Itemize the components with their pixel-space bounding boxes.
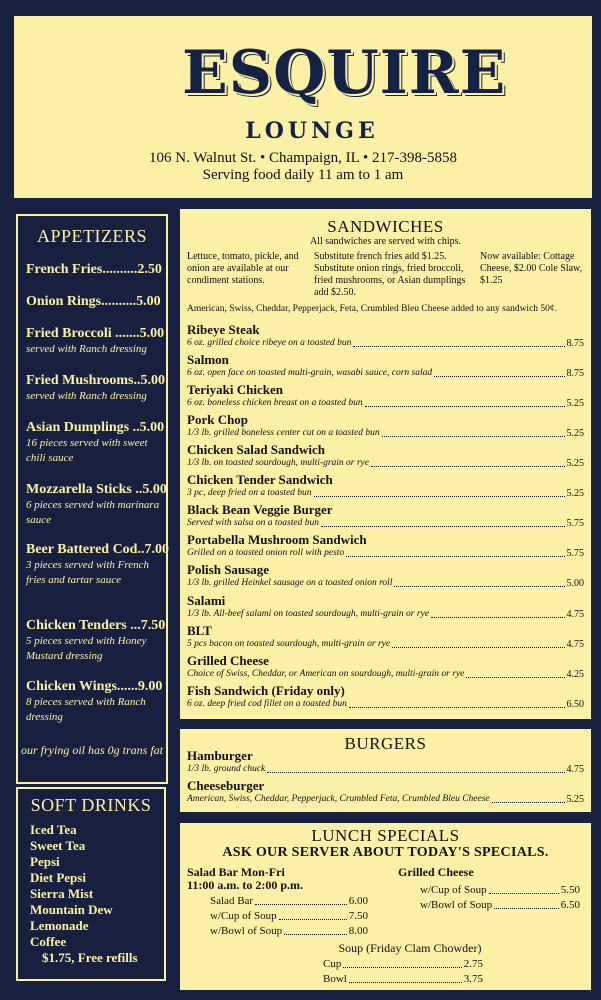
lunch-specials-subtitle: ASK OUR SERVER ABOUT TODAY'S SPECIALS. <box>222 845 549 860</box>
leader-dots <box>321 517 565 527</box>
grilled-cheese-item <box>420 883 580 898</box>
lunch-specials-title: LUNCH SPECIALS <box>311 826 460 845</box>
appetizer-price: 5.00 <box>136 294 161 309</box>
sandwich-description: 6 oz. open face on toasted multi-grain, wasabi sauce, corn salad <box>187 368 433 378</box>
condiments-info: Lettuce, tomato, pickle, and onion are available at our condiment stations. <box>187 251 299 286</box>
burger-item <box>187 778 584 806</box>
sandwich-price: 5.00 <box>566 578 584 589</box>
lunch-item-price: 7.50 <box>348 910 368 922</box>
lunch-item-name: Salad Bar <box>210 895 254 907</box>
sandwich-name: Black Bean Veggie Burger <box>187 502 333 517</box>
sandwich-price: 4.75 <box>566 639 584 650</box>
lunch-item-name: Cup <box>323 958 342 970</box>
sandwich-name: Chicken Salad Sandwich <box>187 442 325 457</box>
sandwich-price: 5.75 <box>566 548 584 559</box>
drink-item: Diet Pepsi <box>30 870 86 885</box>
soft-drinks-section <box>16 787 166 981</box>
leader-dots <box>279 909 347 920</box>
lunch-item-price: 5.50 <box>560 884 580 896</box>
cheese-addon-note: American, Swiss, Cheddar, Pepperjack, Feta, Crumbled Bleu Cheese added to any sandwich 50¢. <box>187 304 558 314</box>
appetizer-item: Beer Battered Cod..7.00 3 pieces served with French fries and tartar sauce <box>26 542 169 586</box>
drinks-price-note: $1.75, Free refills <box>42 950 138 965</box>
sandwich-item <box>187 322 584 350</box>
lunch-item-price: 2.75 <box>463 958 483 970</box>
sandwich-name: Ribeye Steak <box>187 322 260 337</box>
lunch-item-price: 6.50 <box>560 899 580 911</box>
leader-dots <box>365 397 565 407</box>
sandwich-name: Fish Sandwich (Friday only) <box>187 683 345 698</box>
sandwich-name: Salmon <box>187 352 229 367</box>
appetizer-description: 3 pieces served with French fries and tartar sauce <box>26 559 149 586</box>
sides-info: Now available: Cottage Cheese, $2.00 Cole Slaw, $1.25 <box>480 251 583 286</box>
appetizer-price: 5.00 <box>139 326 165 341</box>
appetizer-name: Fried Broccoli <box>26 326 112 341</box>
sandwich-description: 6 oz. grilled choice ribeye on a toasted bun <box>187 338 352 348</box>
drink-item: Coffee <box>30 934 67 949</box>
sandwich-item <box>187 472 584 500</box>
lunch-item-name: Bowl <box>323 973 347 985</box>
leader-dots <box>349 972 462 983</box>
appetizer-description: served with Ranch dressing <box>26 343 147 355</box>
appetizer-name: Fried Mushrooms <box>26 373 134 388</box>
substitutions-info: Substitute french fries add $1.25. Substitute onion rings, fried broccoli, fried mushrooms, or Asian dumplings add $2.50. <box>314 251 466 298</box>
appetizer-price: 5.00 <box>139 420 165 435</box>
appetizers-title: APPETIZERS <box>36 226 147 246</box>
appetizer-item: Asian Dumplings ..5.00 16 pieces served with sweet chili sauce <box>26 420 165 464</box>
appetizer-item: Fried Mushrooms..5.00 served with Ranch dressing <box>26 373 165 402</box>
leader-dots <box>431 608 565 618</box>
sandwich-name: Polish Sausage <box>187 562 269 577</box>
appetizer-description: 16 pieces served with sweet chili sauce <box>26 437 148 464</box>
soup-label <box>300 941 520 956</box>
sandwich-description: 1/3 lb. All-beef salami on toasted sourdough, multi-grain or rye <box>187 609 429 619</box>
sandwich-item <box>187 623 584 651</box>
leader-dots <box>346 547 564 557</box>
leader-dots <box>349 698 565 708</box>
logo-wordmark: ESQUIRE <box>182 38 507 108</box>
sandwich-name: BLT <box>187 623 212 638</box>
sandwich-description: 1/3 lb. grilled Heinkel sausage on a toasted onion roll <box>187 578 393 588</box>
burger-description: 1/3 lb. ground chuck <box>187 764 266 774</box>
sandwich-price: 5.25 <box>566 398 584 409</box>
appetizer-item: Onion Rings..........5.00 <box>26 294 161 309</box>
appetizer-price: 7.00 <box>144 542 169 557</box>
leader-dots <box>343 957 461 968</box>
leader-dots <box>466 668 564 678</box>
lunch-item-price: 6.00 <box>348 895 368 907</box>
appetizer-price: 5.00 <box>140 373 165 388</box>
salad-bar-label: Salad Bar Mon-Fri <box>187 865 285 879</box>
burgers-section <box>180 729 591 812</box>
burgers-title: BURGERS <box>344 734 427 753</box>
sandwich-description: 5 pcs bacon on toasted sourdough, multi-grain or rye <box>187 639 391 649</box>
sandwich-price: 4.75 <box>566 609 584 620</box>
soup-item <box>323 972 483 987</box>
appetizer-description: 8 pieces served with Ranch dressing <box>26 696 146 723</box>
sandwich-description: 3 pc, deep fried on a toasted bun <box>187 488 312 498</box>
leader-dots <box>255 894 347 905</box>
hours-line: Serving food daily 11 am to 1 am <box>202 167 404 183</box>
sandwich-description: Served with salsa on a toasted bun <box>187 518 319 528</box>
drink-item: Mountain Dew <box>30 902 113 917</box>
leader-dots <box>492 793 565 803</box>
sandwich-description: 1/3 lb. on toasted sourdough, multi-grain or rye <box>187 458 369 468</box>
esquire-logo <box>182 38 507 156</box>
drink-item: Sweet Tea <box>30 838 86 853</box>
lunch-item-name: w/Bowl of Soup <box>210 925 283 937</box>
frying-oil-note: our frying oil has 0g trans fat <box>20 743 163 757</box>
leader-dots <box>392 638 564 648</box>
salad-bar-item <box>210 924 368 939</box>
salad-bar-item <box>210 909 368 924</box>
lunch-item-name: w/Cup of Soup <box>420 884 487 896</box>
sandwich-item <box>187 412 584 440</box>
soup-label-text: Soup (Friday Clam Chowder) <box>338 941 482 955</box>
burger-name: Hamburger <box>187 748 253 763</box>
sandwich-name: Chicken Tender Sandwich <box>187 472 333 487</box>
drink-item: Pepsi <box>30 854 60 869</box>
grilled-cheese-label: Grilled Cheese <box>398 865 474 879</box>
sandwich-item <box>187 683 584 711</box>
leader-dots <box>489 883 559 894</box>
appetizer-name: Asian Dumplings <box>26 420 130 435</box>
drink-item: Iced Tea <box>30 822 77 837</box>
appetizers-section <box>16 214 168 784</box>
sandwich-name: Grilled Cheese <box>187 653 269 668</box>
sandwich-name: Teriyaki Chicken <box>187 382 283 397</box>
sandwich-price: 6.50 <box>566 699 584 710</box>
appetizer-item: Mozzarella Sticks ..5.00 6 pieces served with marinara sauce <box>26 482 167 526</box>
address-line: 106 N. Walnut St. • Champaign, IL • 217-398-5858 <box>148 150 458 166</box>
sandwiches-section <box>180 209 591 719</box>
appetizer-name: Chicken Wings <box>26 679 117 694</box>
leader-dots <box>353 337 564 347</box>
salad-bar-item <box>210 894 368 909</box>
sandwich-price: 5.25 <box>566 488 584 499</box>
sandwich-name: Portabella Mushroom Sandwich <box>187 532 367 547</box>
soft-drinks-title: SOFT DRINKS <box>30 795 152 815</box>
appetizer-price: 7.50 <box>140 618 166 633</box>
leader-dots <box>494 898 559 909</box>
leader-dots <box>382 427 565 437</box>
appetizer-price: 9.00 <box>137 679 163 694</box>
sandwich-price: 5.75 <box>566 518 584 529</box>
sandwich-item <box>187 442 584 470</box>
lunch-item-price: 8.00 <box>348 925 368 937</box>
burger-price: 4.75 <box>566 764 584 775</box>
appetizer-item: French Fries..........2.50 <box>26 262 162 277</box>
appetizer-name: Beer Battered Cod <box>26 542 138 557</box>
lunch-item-price: 3.75 <box>463 973 483 985</box>
appetizer-item: Chicken Wings......9.00 8 pieces served with Ranch dressing <box>26 679 163 723</box>
appetizer-price: 5.00 <box>142 482 167 497</box>
sandwich-item <box>187 532 584 560</box>
burger-description: American, Swiss, Cheddar, Pepperjack, Crumbled Feta, Crumbled Bleu Cheese <box>187 794 490 804</box>
appetizer-name: Chicken Tenders <box>26 618 127 633</box>
sandwich-item <box>187 593 584 621</box>
sandwich-price: 5.25 <box>566 458 584 469</box>
appetizer-name: French Fries <box>26 262 103 277</box>
sandwich-description: 6 oz. deep fried cod fillet on a toasted bun <box>187 699 347 709</box>
lunch-item-name: w/Cup of Soup <box>210 910 277 922</box>
sandwich-description: 1/3 lb. grilled boneless center cut on a toasted bun <box>187 428 380 438</box>
sandwich-price: 8.75 <box>566 338 584 349</box>
leader-dots <box>284 924 347 935</box>
appetizer-description: 5 pieces served with Honey Mustard dressing <box>26 635 147 662</box>
burger-item <box>187 748 584 776</box>
sandwich-name: Pork Chop <box>187 412 249 427</box>
appetizer-description: 6 pieces served with marinara sauce <box>26 499 160 526</box>
salad-bar-hours: 11:00 a.m. to 2:00 p.m. <box>187 878 303 892</box>
drink-item: Sierra Mist <box>30 886 94 901</box>
sandwich-description: Grilled on a toasted onion roll with pesto <box>187 548 345 558</box>
sandwich-price: 5.25 <box>566 428 584 439</box>
leader-dots <box>371 457 565 467</box>
leader-dots <box>394 577 564 587</box>
appetizer-name: Mozzarella Sticks <box>26 482 132 497</box>
burger-name: Cheeseburger <box>187 778 265 793</box>
soup-item <box>323 957 483 972</box>
burger-price: 5.25 <box>566 794 584 805</box>
sandwich-item <box>187 653 584 681</box>
leader-dots <box>267 763 564 773</box>
appetizer-name: Onion Rings <box>26 294 102 309</box>
sandwich-name: Salami <box>187 593 226 608</box>
leader-dots <box>314 487 565 497</box>
appetizer-item: Chicken Tenders ...7.50 5 pieces served with Honey Mustard dressing <box>26 618 166 662</box>
sandwich-item <box>187 382 584 410</box>
logo-subtitle: LOUNGE <box>245 118 379 144</box>
appetizer-item: Fried Broccoli .......5.00 served with Ranch dressing <box>26 326 165 355</box>
appetizer-price: 2.50 <box>137 262 162 277</box>
sandwiches-note: All sandwiches are served with chips. <box>309 236 462 247</box>
sandwich-item <box>187 502 584 530</box>
sandwich-item <box>187 562 584 590</box>
lunch-specials-section <box>180 823 591 990</box>
sandwich-description: Choice of Swiss, Cheddar, or American on sourdough, multi-grain or rye <box>187 669 465 679</box>
sandwich-price: 8.75 <box>566 368 584 379</box>
sandwich-description: 6 oz. boneless chicken breast on a toasted bun <box>187 398 363 408</box>
sandwiches-title: SANDWICHES <box>327 217 444 236</box>
sandwich-price: 4.25 <box>566 669 584 680</box>
drink-item: Lemonade <box>30 918 89 933</box>
appetizer-description: served with Ranch dressing <box>26 390 147 402</box>
header-panel <box>14 16 592 198</box>
sandwich-item <box>187 352 584 380</box>
leader-dots <box>434 367 564 377</box>
grilled-cheese-item <box>420 898 580 913</box>
drinks-list <box>30 822 164 950</box>
lunch-item-name: w/Bowl of Soup <box>420 899 493 911</box>
